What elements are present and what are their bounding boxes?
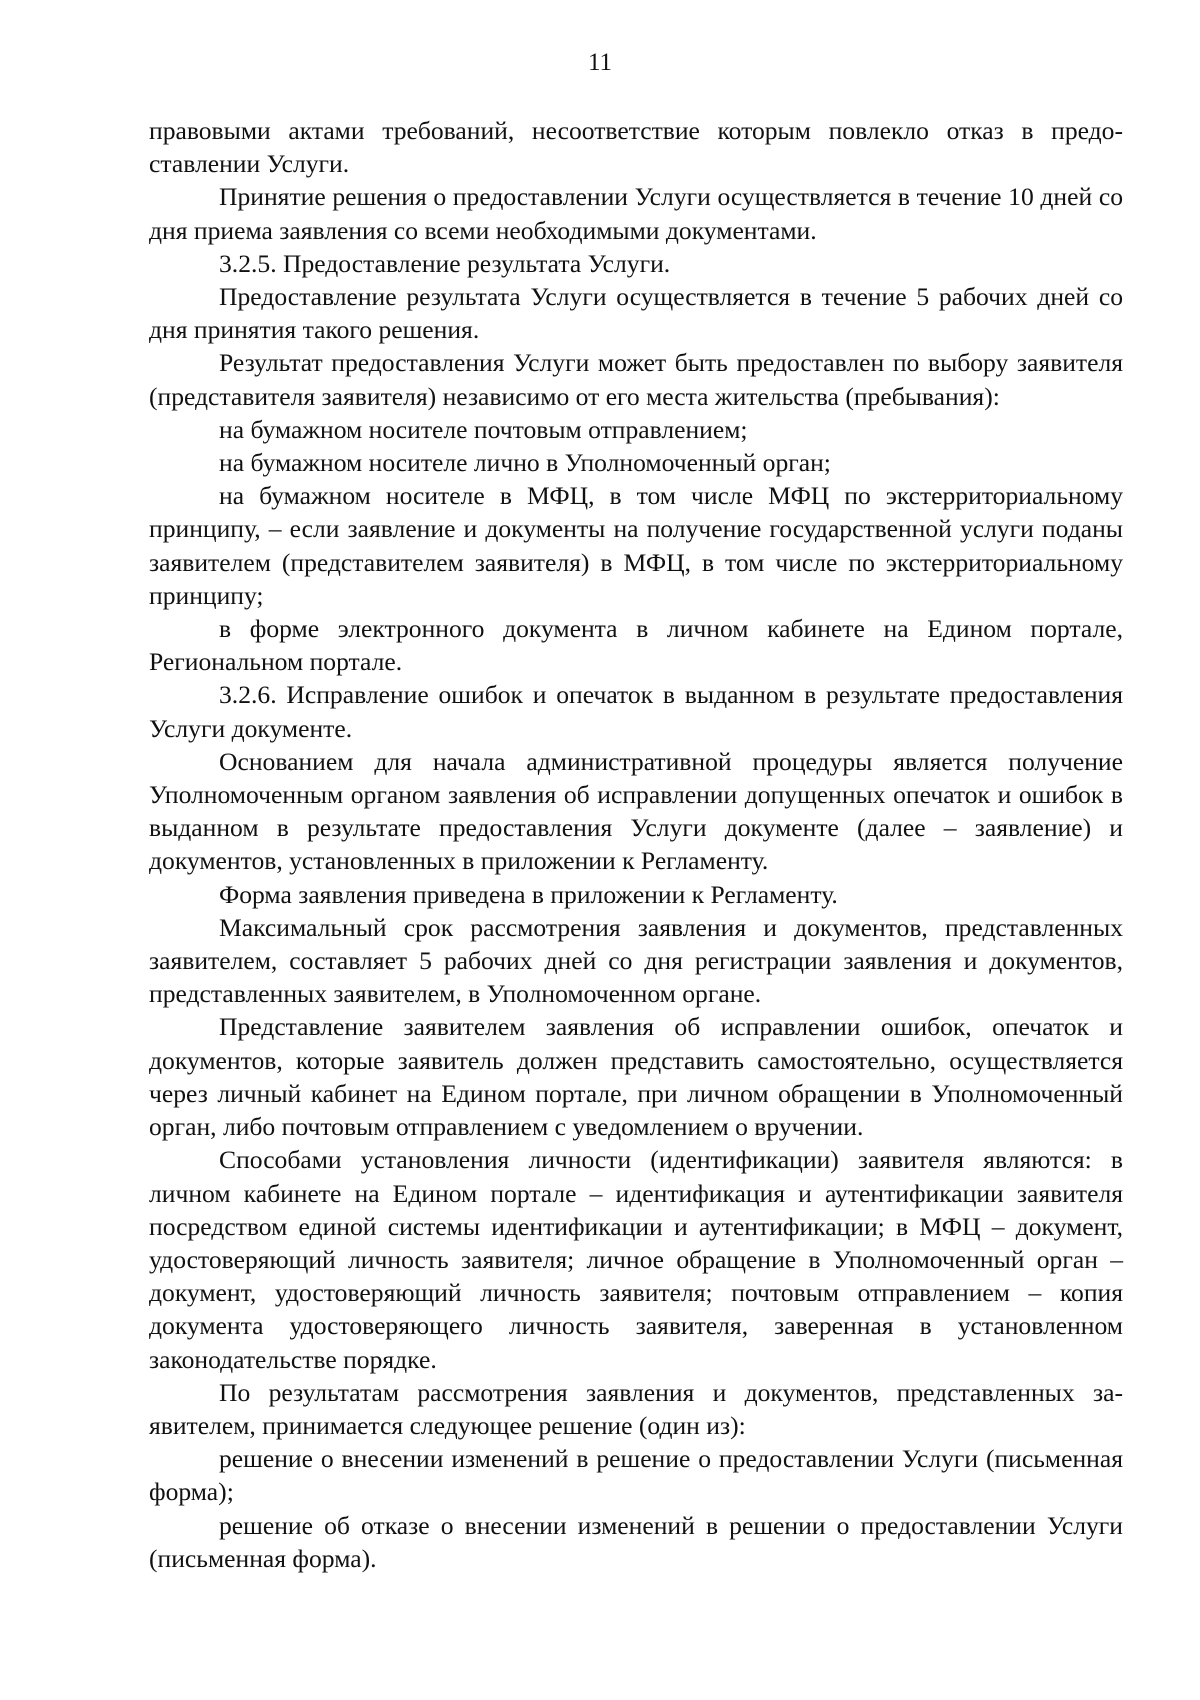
paragraph-decision-term: Принятие решения о предоставлении Услуги осуществляется в течение 10 дней со дня приема заявления со всеми необходимыми документами. <box>149 182 1123 245</box>
list-item-in-person: на бумажном носителе лично в Уполномоченный орган; <box>219 448 831 478</box>
paragraph-result-term: Предоставление результата Услуги осуществляется в течение 5 рабочих дней со дня принятия такого решения. <box>149 282 1123 345</box>
paragraph-max-term: Максимальный срок рассмотрения заявления и документов, представленных заявителем, составляет 5 рабочих дней со дня регистрации заявления и документов, представленных заявителем, в Уполномоченном органе. <box>149 912 1123 1009</box>
list-item-electronic: в форме электронного документа в личном кабинете на Едином портале, Региональном портале. <box>149 614 1123 677</box>
paragraph-submission: Представление заявителем заявления об исправлении ошибок, опечаток и документов, которые заявитель должен представить самостоятельно, осуществляется через личный кабинет на Едином портале, при личном обращении в Уполномоченный орган, либо почтовым отправлением с уведомлением о вручении. <box>149 1012 1123 1142</box>
page-number: 11 <box>587 49 613 76</box>
list-item-mfc: на бумажном носителе в МФЦ, в том числе МФЦ по экстерриториальному принципу, – если заявление и документы на получение государственной услуги поданы заявителем (представителем заявителя) в МФЦ, в том числе по экстерриториальному принципу; <box>149 481 1123 610</box>
paragraph-result-options: Результат предоставления Услуги может быть предоставлен по выбору заявителя (представителя заявителя) независимо от его места жительства (пребывания): <box>149 348 1123 411</box>
paragraph-identification: Способами установления личности (идентификации) заявителя являются: в личном кабинете на Едином портале – идентификация и аутентификации заявителя посредством единой системы идентификации и аутентификации; в МФЦ – документ, удостоверяющий личность заявителя; личное обращение в Уполномоченный орган – документ, удостоверяющий личность заявителя; почтовым отправлением – копия документа удостоверяющего личность заявителя, заверенная в установленном законодательстве порядке. <box>149 1145 1123 1374</box>
document-body <box>149 114 1123 1575</box>
list-item-decision-change: решение о внесении изменений в решение о предоставлении Услуги (письменная форма); <box>149 1444 1123 1507</box>
paragraph-application-form: Форма заявления приведена в приложении к Регламенту. <box>219 879 838 909</box>
paragraph-continuation: правовыми актами требований, несоответствие которым повлекло отказ в предоставлении Услуги. <box>149 116 1123 179</box>
section-heading-3-2-5: 3.2.5. Предоставление результата Услуги. <box>219 248 671 278</box>
paragraph-procedure-basis: Основанием для начала административной процедуры является получение Уполномоченным органом заявления об исправлении допущенных опечаток и ошибок в выданном в результате предоставления Услуги документе (далее – заявление) и документов, установленных в приложении к Регламенту. <box>149 746 1123 876</box>
paragraph-decision-types: По результатам рассмотрения заявления и документов, представленных заявителем, принимается следующее решение (один из): <box>149 1377 1123 1440</box>
list-item-postal: на бумажном носителе почтовым отправлением; <box>219 414 748 444</box>
list-item-decision-refusal: решение об отказе о внесении изменений в решении о предоставлении Услуги (письменная форма). <box>149 1510 1123 1573</box>
section-heading-3-2-6: 3.2.6. Исправление ошибок и опечаток в выданном в результате предоставления Услуги документе. <box>149 680 1123 743</box>
